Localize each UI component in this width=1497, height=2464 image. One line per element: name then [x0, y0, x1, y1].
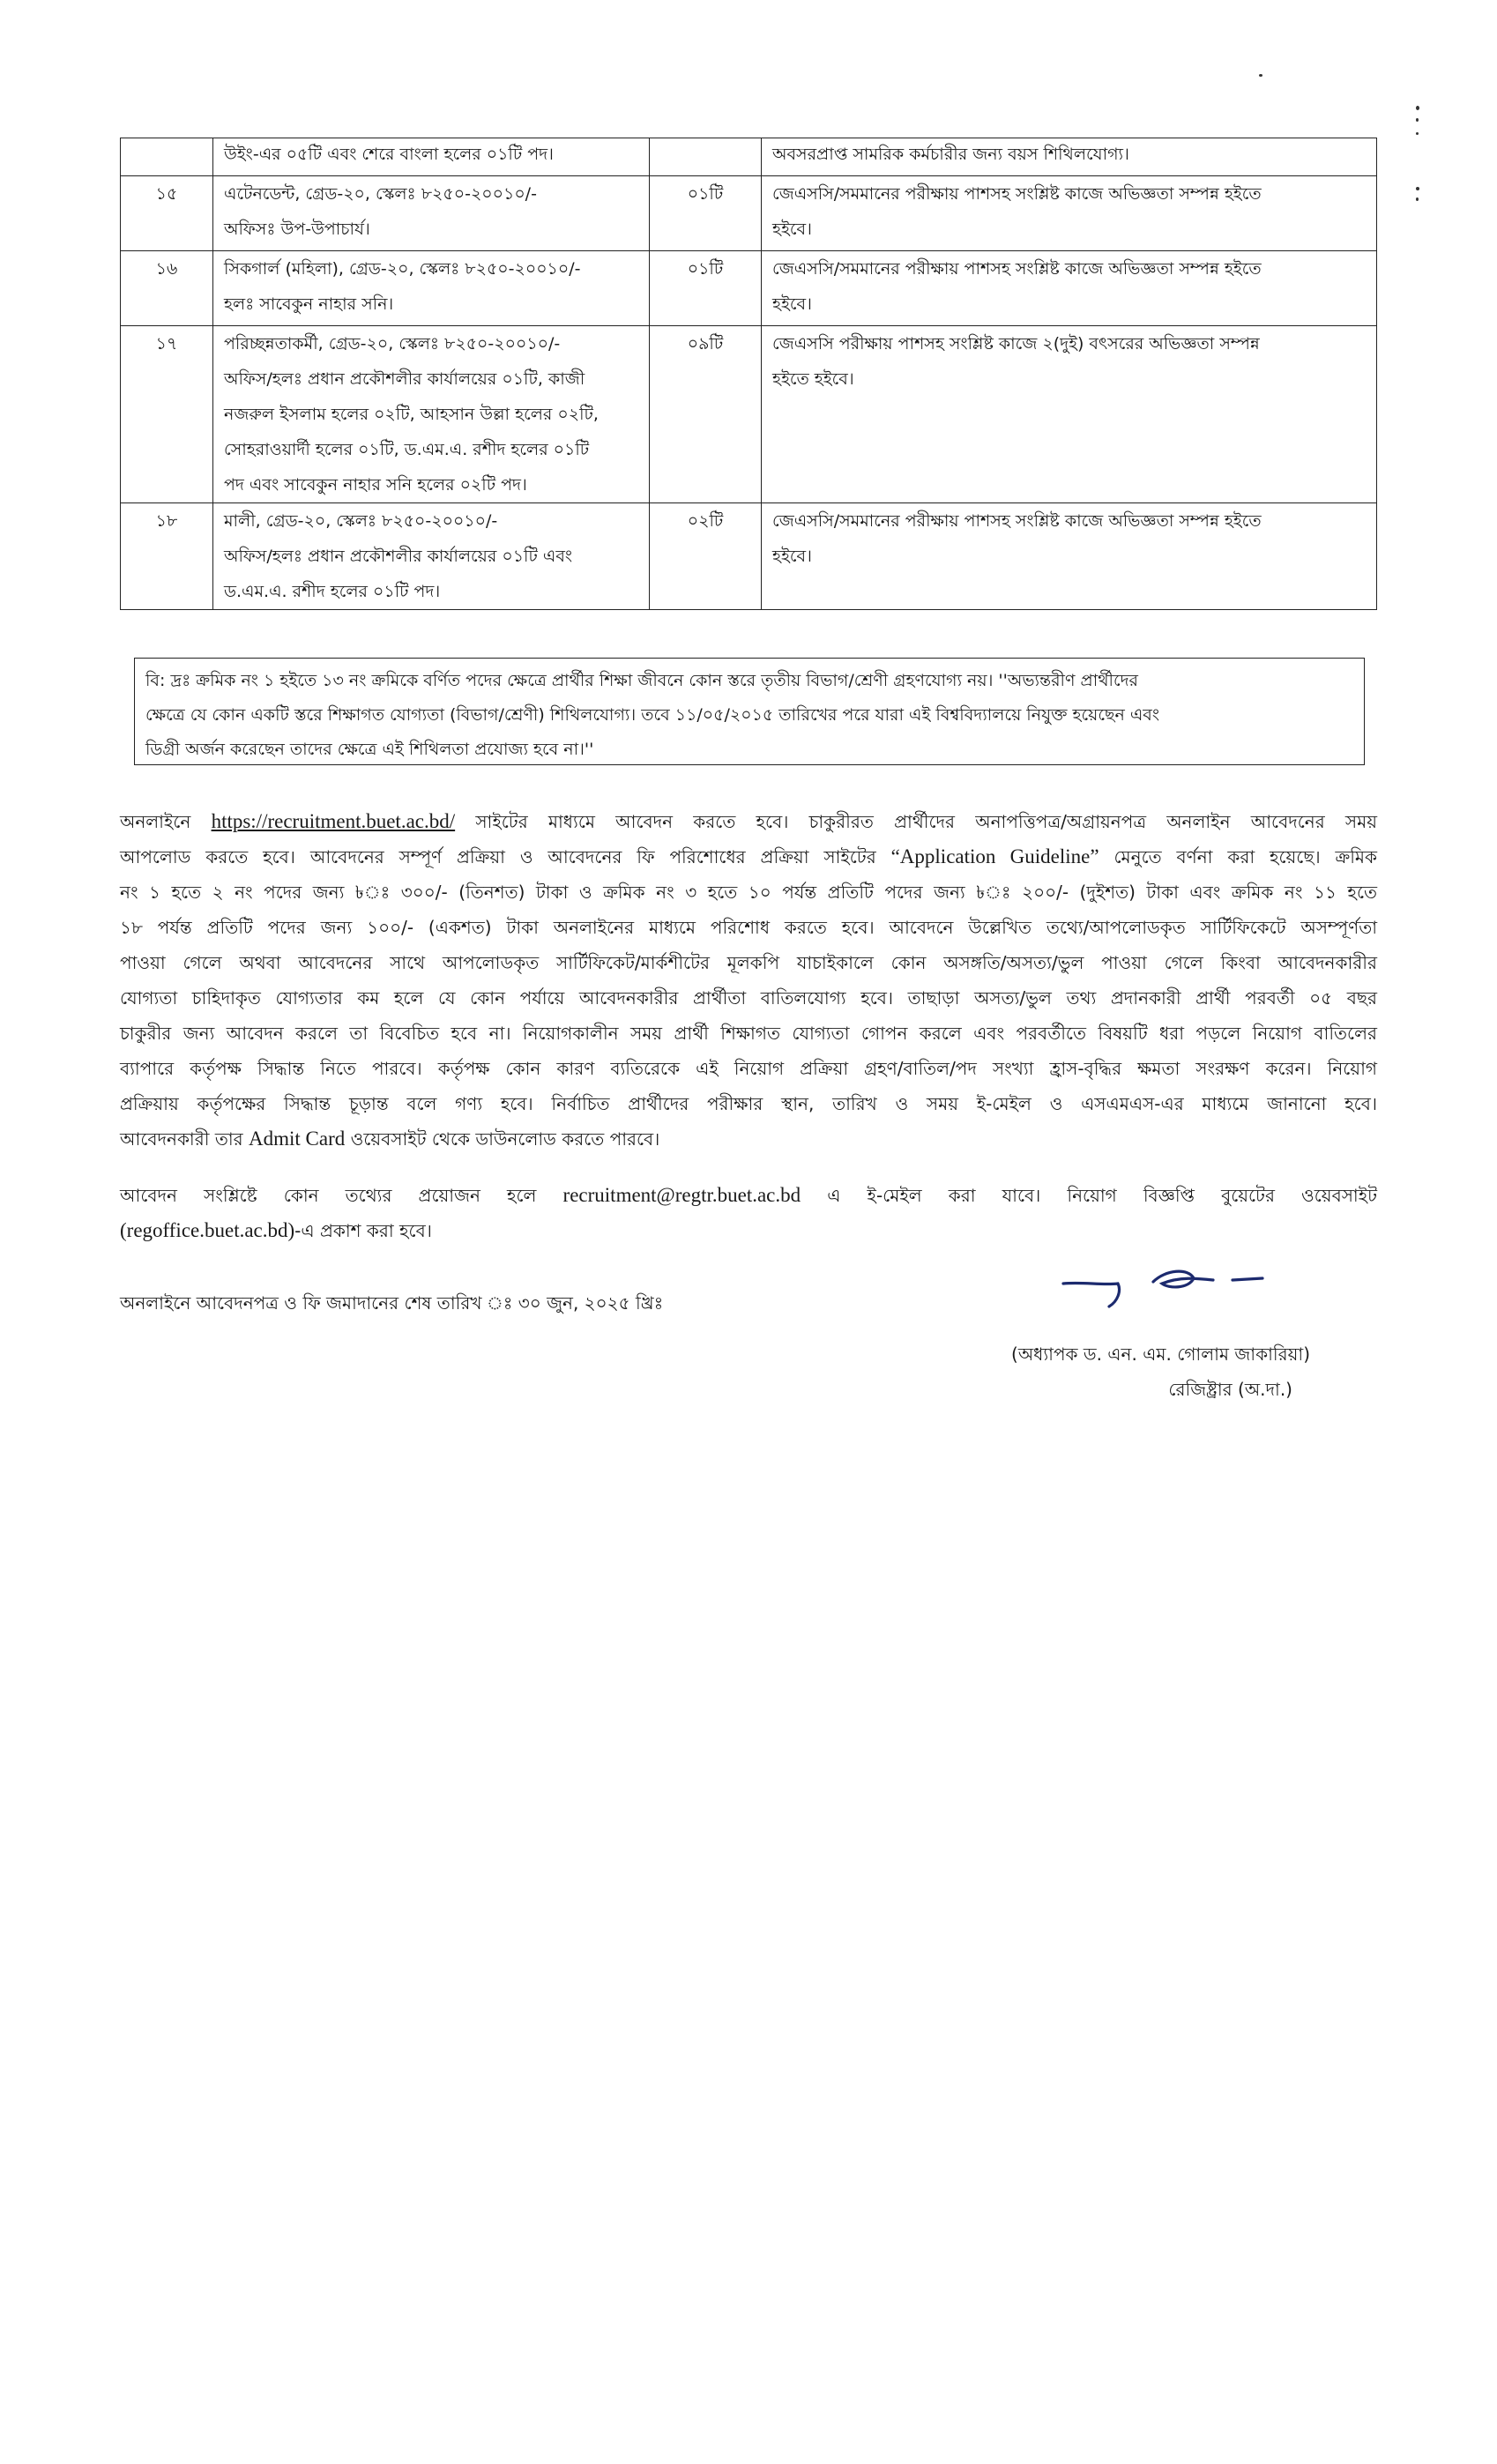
- post-line: উইং-এর ০৫টি এবং শেরে বাংলা হলের ০১টি পদ।: [224, 145, 554, 164]
- instruction-line: ব্যাপারে কর্তৃপক্ষ সিদ্ধান্ত নিতে পারবে। কর্তৃপক্ষ কোন কারণ ব্যতিরেকে এই নিয়োগ প্রক্রিয়া গ্রহণ/বাতিল/পদ সংখ্যা হ্রাস-বৃদ্ধির ক্ষমতা সংরক্ষণ করেন। নিয়োগ: [120, 1058, 1377, 1079]
- post-line: ড.এম.এ. রশীদ হলের ০১টি পদ।: [224, 582, 441, 601]
- contact-text: এ ই-মেইল করা যাবে। নিয়োগ বিজ্ঞপ্তি বুয়েটের ওয়েবসাইট: [827, 1185, 1378, 1206]
- contact-line: [120, 1213, 1377, 1248]
- post-cell: [213, 326, 650, 503]
- post-line: পরিচ্ছন্নতাকর্মী, গ্রেড-২০, স্কেলঃ ৮২৫০-২০০১০/-: [224, 334, 561, 354]
- post-cell: [213, 138, 650, 176]
- post-line: পদ এবং সাবেকুন নাহার সনি হলের ০২টি পদ।: [224, 475, 527, 495]
- instruction-line: [120, 1121, 1377, 1157]
- contact-text: -এ প্রকাশ করা হবে।: [294, 1220, 432, 1241]
- post-line: সিকগার্ল (মহিলা), গ্রেড-২০, স্কেলঃ ৮২৫০-২০০১০/-: [224, 259, 581, 279]
- application-instructions: [120, 804, 1377, 1157]
- requirement-cell: [762, 176, 1377, 251]
- requirement-cell: [762, 138, 1377, 176]
- scan-speck: [1416, 132, 1419, 135]
- instruction-line: প্রক্রিয়ায় কর্তৃপক্ষের সিদ্ধান্ত চূড়ান্ত বলে গণ্য হবে। নির্বাচিত প্রার্থীদের পরীক্ষার স্থান, তারিখ ও সময় ই-মেইল ও এসএমএস-এর মাধ্যমে জানানো হবে।: [120, 1093, 1377, 1114]
- post-line: সোহরাওয়ার্দী হলের ০১টি, ড.এম.এ. রশীদ হলের ০১টি: [224, 440, 590, 459]
- instruction-line: চাকুরীর জন্য আবেদন করলে তা বিবেচিত হবে না। নিয়োগকালীন সময় প্রার্থী শিক্ষাগত যোগ্যতা গোপন করলে এবং পরবর্তীতে বিষয়টি ধরা পড়লে নিয়োগ বাতিলের: [120, 1023, 1377, 1044]
- post-line: অফিস/হলঃ প্রধান প্রকৌশলীর কার্যালয়ের ০১টি এবং: [224, 547, 573, 566]
- contact-info: [120, 1178, 1377, 1248]
- instruction-text: আপলোড করতে হবে। আবেদনের সম্পূর্ণ প্রক্রিয়া ও আবেদনের ফি পরিশোধের প্রক্রিয়া সাইটের: [120, 846, 876, 867]
- count-cell: ০১টি: [650, 251, 762, 326]
- requirement-line: জেএসসি/সমমানের পরীক্ষায় পাশসহ সংশ্লিষ্ট কাজে অভিজ্ঞতা সম্পন্ন হইতে: [772, 184, 1262, 204]
- requirement-line: জেএসসি/সমমানের পরীক্ষায় পাশসহ সংশ্লিষ্ট কাজে অভিজ্ঞতা সম্পন্ন হইতে: [772, 511, 1262, 531]
- count-cell: [650, 138, 762, 176]
- post-line: মালী, গ্রেড-২০, স্কেলঃ ৮২৫০-২০০১০/-: [224, 511, 498, 531]
- instruction-text: সাইটের মাধ্যমে আবেদন করতে হবে। চাকুরীরত প্রার্থীদের অনাপত্তিপত্র/অগ্রায়নপত্র অনলাইন আবেদনের সময়: [475, 811, 1378, 832]
- instruction-text: ওয়েবসাইট থেকে ডাউনলোড করতে পারবে।: [350, 1128, 660, 1150]
- signatory-name: (অধ্যাপক ড. এন. এম. গোলাম জাকারিয়া): [1011, 1344, 1310, 1365]
- instruction-line: নং ১ হতে ২ নং পদের জন্য ৳ঃ ৩০০/- (তিনশত) টাকা ও ক্রমিক নং ৩ হতে ১০ পর্যন্ত প্রতিটি পদের জন্য ৳ঃ ২০০/- (দুইশত) টাকা এবং ক্রমিক নং ১১ হতে: [120, 882, 1377, 903]
- contact-line: [120, 1178, 1377, 1213]
- admit-card-text: Admit Card: [248, 1128, 346, 1150]
- count-cell: ০৯টি: [650, 326, 762, 503]
- recruitment-email-link[interactable]: recruitment@regtr.buet.ac.bd: [562, 1184, 801, 1206]
- note-line: ক্ষেত্রে যে কোন একটি স্তরে শিক্ষাগত যোগ্যতা (বিভাগ/শ্রেণী) শিথিলযোগ্য। তবে ১১/০৫/২০১৫ তারিখের পরে যারা এই বিশ্ববিদ্যালয়ে নিযুক্ত হয়েছেন এবং: [145, 705, 1160, 725]
- scan-speck: [1259, 74, 1262, 77]
- requirement-line: হইবে।: [772, 220, 812, 239]
- serial-cell: [121, 138, 213, 176]
- requirement-cell: [762, 326, 1377, 503]
- application-deadline: অনলাইনে আবেদনপত্র ও ফি জমাদানের শেষ তারিখ ঃ ৩০ জুন, ২০২৫ খ্রিঃ: [120, 1292, 664, 1314]
- serial-cell: ১৫: [121, 176, 213, 251]
- requirement-cell: [762, 251, 1377, 326]
- requirement-cell: [762, 503, 1377, 610]
- recruitment-site-link[interactable]: https://recruitment.buet.ac.bd/: [211, 810, 456, 832]
- requirement-line: জেএসসি/সমমানের পরীক্ষায় পাশসহ সংশ্লিষ্ট কাজে অভিজ্ঞতা সম্পন্ন হইতে: [772, 259, 1262, 279]
- count-cell: ০২টি: [650, 503, 762, 610]
- scan-speck: [1416, 187, 1419, 190]
- post-cell: [213, 251, 650, 326]
- post-cell: [213, 176, 650, 251]
- application-guideline-text: “Application Guideline”: [890, 845, 1099, 867]
- signatory-title: রেজিষ্ট্রার (অ.দা.): [1168, 1379, 1292, 1400]
- requirement-line: হইবে।: [772, 294, 812, 314]
- registrar-signature: [1056, 1250, 1329, 1321]
- post-line: হলঃ সাবেকুন নাহার সনি।: [224, 294, 394, 314]
- post-line: নজরুল ইসলাম হলের ০২টি, আহসান উল্লা হলের ০২টি,: [224, 405, 599, 424]
- post-cell: [213, 503, 650, 610]
- scan-speck: [1416, 118, 1419, 122]
- scan-speck: [1416, 106, 1419, 110]
- count-cell: ০১টি: [650, 176, 762, 251]
- requirement-line: অবসরপ্রাপ্ত সামরিক কর্মচারীর জন্য বয়স শিথিলযোগ্য।: [772, 145, 1129, 164]
- table-row: [121, 176, 1377, 251]
- instruction-text: আবেদনকারী তার: [120, 1128, 243, 1150]
- instruction-line: [120, 804, 1377, 839]
- table-row: [121, 326, 1377, 503]
- note-box: [134, 658, 1365, 765]
- note-line: বি: দ্রঃ ক্রমিক নং ১ হইতে ১৩ নং ক্রমিকে বর্ণিত পদের ক্ষেত্রে প্রার্থীর শিক্ষা জীবনে কোন স্তরে তৃতীয় বিভাগ/শ্রেণী গ্রহণযোগ্য নয়। ''অভ্যন্তরীণ প্রার্থীদের: [145, 671, 1139, 690]
- instruction-line: ১৮ পর্যন্ত প্রতিটি পদের জন্য ১০০/- (একশত) টাকা অনলাইনের মাধ্যমে পরিশোধ করতে হবে। আবেদনে উল্লেখিত তথ্যে/আপলোডকৃত সার্টিফিকেটে অসম্পূর্ণতা: [120, 917, 1377, 938]
- instruction-line: পাওয়া গেলে অথবা আবেদনের সাথে আপলোডকৃত সার্টিফিকেট/মার্কশীটের মূলকপি যাচাইকালে কোন অসঙ্গতি/অসত্য/ভুল পাওয়া গেলে কিংবা আবেদনকারীর: [120, 952, 1377, 973]
- post-line: অফিসঃ উপ-উপাচার্য।: [224, 220, 370, 239]
- positions-table: [120, 138, 1377, 610]
- instruction-text: অনলাইনে: [120, 811, 191, 832]
- instruction-line: যোগ্যতা চাহিদাকৃত যোগ্যতার কম হলে যে কোন পর্যায়ে আবেদনকারীর প্রার্থীতা বাতিলযোগ্য হবে। তাছাড়া অসত্য/ভুল তথ্য প্রদানকারী প্রার্থী পরবর্তী ০৫ বছর: [120, 987, 1377, 1009]
- serial-cell: ১৮: [121, 503, 213, 610]
- table-row: [121, 251, 1377, 326]
- instruction-text: মেনুতে বর্ণনা করা হয়েছে। ক্রমিক: [1113, 846, 1378, 867]
- requirement-line: জেএসসি পরীক্ষায় পাশসহ সংশ্লিষ্ট কাজে ২(দুই) বৎসরের অভিজ্ঞতা সম্পন্ন: [772, 334, 1260, 354]
- requirement-line: হইবে।: [772, 547, 812, 566]
- serial-cell: ১৭: [121, 326, 213, 503]
- scan-speck: [1416, 197, 1419, 201]
- note-line: ডিগ্রী অর্জন করেছেন তাদের ক্ষেত্রে এই শিথিলতা প্রযোজ্য হবে না।'': [145, 740, 594, 759]
- instruction-line: [120, 839, 1377, 875]
- post-line: অফিস/হলঃ প্রধান প্রকৌশলীর কার্যালয়ের ০১টি, কাজী: [224, 369, 585, 389]
- serial-cell: ১৬: [121, 251, 213, 326]
- contact-text: আবেদন সংশ্লিষ্টে কোন তথ্যের প্রয়োজন হলে: [120, 1185, 537, 1206]
- post-line: এটেনডেন্ট, গ্রেড-২০, স্কেলঃ ৮২৫০-২০০১০/-: [224, 184, 537, 204]
- regoffice-site-text: (regoffice.buet.ac.bd): [120, 1219, 295, 1241]
- table-row: [121, 138, 1377, 176]
- requirement-line: হইতে হইবে।: [772, 369, 854, 389]
- table-row: [121, 503, 1377, 610]
